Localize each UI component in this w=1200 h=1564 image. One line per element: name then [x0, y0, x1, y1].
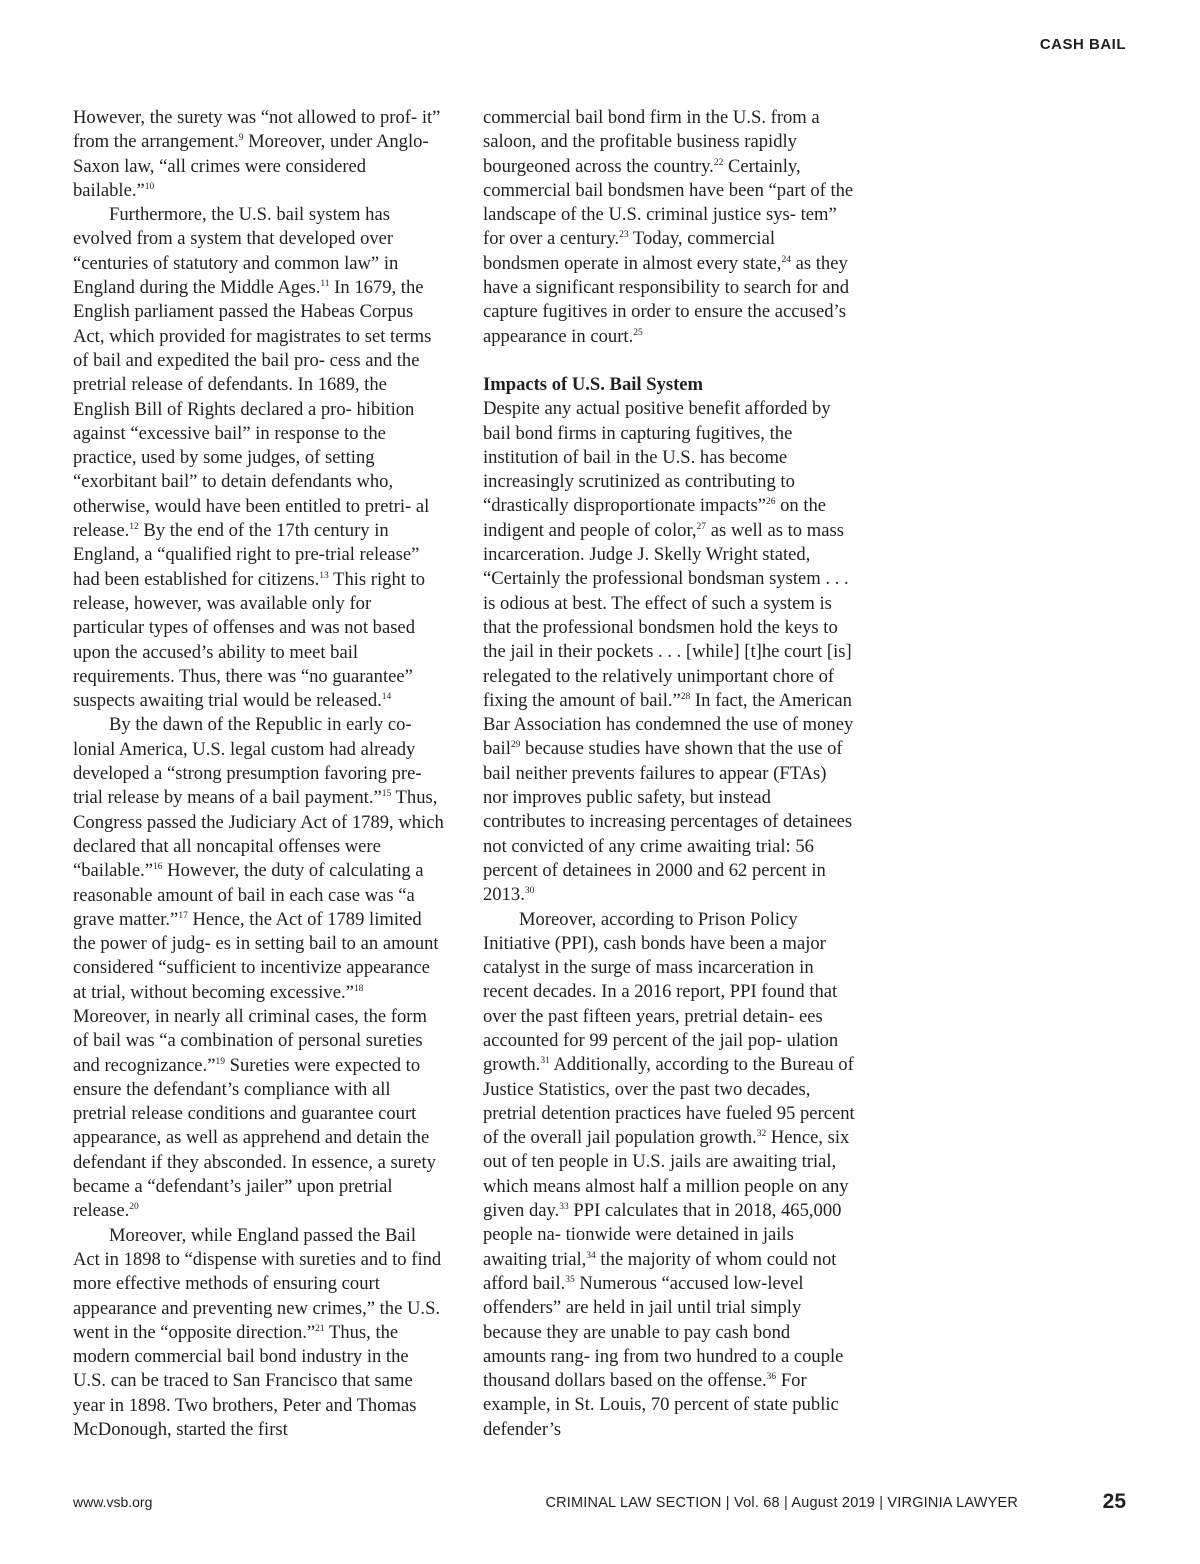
left-text-column — [73, 106, 445, 1442]
footnote-marker: 17 — [178, 910, 188, 921]
body-paragraph: Furthermore, the U.S. bail system has evolved from a system that developed over “centuries of statutory and common law” in England during the Middle Ages.$^{11}$ In 1679, the English parliament passed the Habeas Corpus Act, which provided for magistrates to set terms of bail and expedited the bail pro- cess and the pretrial release of defendants. In 1689, the English Bill of Rights declared a pro- hibition against “excessive bail” in response to the practice, used by some judges, of setting “exorbitant bail” to detain defendants who, otherwise, would have been entitled to pretri- al release.$^{12}$ By the end of the 17th century in England, a “qualified right to pre-trial release” had been established for citizens.$^{13}$ This right to release, however, was available only for particular types of offenses and was not based upon the accused’s ability to meet bail requirements. Thus, there was “no guarantee” suspects awaiting trial would be released.$^{14}$ — [73, 204, 432, 712]
footnote-marker: 35 — [565, 1274, 575, 1285]
footnote-marker: 28 — [680, 691, 691, 702]
body-paragraph: By the dawn of the Republic in early co- lonial America, U.S. legal custom had already developed a “strong presumption favoring pre-trial release by means of a bail payment.”$^{15}$ Thus, Congress passed the Judiciary Act of 1789, which declared that all noncapital offenses were “bailable.”$^{16}$ However, the duty of calculating a reasonable amount of bail in each case was “a grave matter.”$^{17}$ Hence, the Act of 1789 limited the power of judg- es in setting bail to an amount considered “sufficient to incentivize appearance at trial, without becoming excessive.”$^{18}$ Moreover, in nearly all criminal cases, the form of bail was “a combination of personal sureties and recognizance.”$^{19}$ Sureties were expected to ensure the defendant’s compliance with all pretrial release conditions and guarantee court appearance, as well as apprehend and detain the defendant if they absconded. In essence, a surety became a “defendant’s jailer” upon pretrial release.$^{20}$ — [73, 714, 444, 1222]
footnote-marker: 20 — [129, 1202, 139, 1213]
footnote-marker: 22 — [713, 157, 724, 168]
footer-publication-info: CRIMINAL LAW SECTION | Vol. 68 | August 2019 | VIRGINIA LAWYER — [545, 1495, 1018, 1511]
footnote-marker: 30 — [524, 886, 535, 897]
body-paragraph: Moreover, according to Prison Policy Initiative (PPI), cash bonds have been a major catalyst in the surge of mass incarceration in recent decades. In a 2016 report, PPI found that over the past fifteen years, pretrial detain- ees accounted for 99 percent of the jail pop- ulation growth.$^{31}$ Additionally, according to the Bureau of Justice Statistics, over the past two decades, pretrial detention practices have fueled 95 percent of the overall jail population growth.$^{32}$ Hence, six out of ten people in U.S. jails are awaiting trial, which means almost half a million people on any given day.$^{33}$ PPI calculates that in 2018, 465,000 people na- tionwide were detained in jails awaiting trial,$^{34}$ the majority of whom could not afford bail.$^{35}$ Numerous “accused low-level offenders” are held in jail until trial simply because they are unable to pay cash bond amounts rang- ing from two hundred to a couple thousand dollars based on the offense.$^{36}$ For example, in St. Louis, 70 percent of state public defender’s — [483, 908, 855, 1440]
footnote-marker: 33 — [559, 1202, 569, 1213]
body-paragraph: commercial bail bond firm in the U.S. from a saloon, and the profitable business rapidly bourgeoned across the country.$^{22}$ Certainly, commercial bail bondsmen have been “part of the landscape of the U.S. criminal justice sys- tem” for over a century.$^{23}$ Today, commercial bondsmen operate in almost every state,$^{24}$ as they have a significant responsibility to search for and capture fugitives in order to ensure the accused’s appearance in court.$^{25}$ — [483, 107, 854, 347]
body-paragraph: Despite any actual positive benefit afforded by bail bond firms in capturing fugitives, the institution of bail in the U.S. has become increasingly scrutinized as contributing to “drastically disproportionate impacts”$^{26}$ on the indigent and people of color,$^{27}$ as well as to mass incarceration. Judge J. Skelly Wright stated, “Certainly the professional bondsman system . . . is odious at best. The effect of such a system is that the professional bondsmen hold the keys to the jail in their pockets . . . [while] [t]he court [is] relegated to the relatively unimportant chore of fixing the amount of bail.”$^{28}$ In fact, the American Bar Association has condemned the use of money bail$^{29}$ because studies have shown that the use of bail neither prevents failures to appear (FTAs) nor improves public safety, but instead contributes to increasing percentages of detainees not convicted of any crime awaiting trial: 56 percent of detainees in 2000 and 62 percent in 2013.30 — [483, 398, 854, 906]
footnote-marker: 31 — [540, 1056, 550, 1067]
running-head-section-label: CASH BAIL — [1039, 36, 1126, 53]
footnote-marker: 16 — [153, 862, 163, 873]
footnote-marker: 12 — [129, 522, 139, 533]
right-text-column — [483, 106, 855, 1442]
footnote-marker: 29 — [510, 740, 521, 751]
footnote-marker: 25 — [633, 327, 643, 338]
body-paragraph: However, the surety was “not allowed to prof- it” from the arrangement.$^9$ Moreover, under Anglo-Saxon law, “all crimes were considered bailable.”$^{10}$ — [73, 107, 441, 201]
footnote-marker: 21 — [315, 1323, 325, 1334]
footnote-marker: 24 — [781, 254, 791, 265]
footnote-marker: 27 — [696, 521, 707, 532]
footnote-marker: 11 — [320, 279, 330, 290]
footnote-marker: 15 — [381, 789, 392, 800]
footnote-marker: 18 — [353, 983, 364, 994]
footnote-marker: 19 — [215, 1056, 225, 1067]
footnote-marker: 13 — [319, 570, 329, 581]
section-heading: Impacts of U.S. Bail System — [483, 373, 704, 395]
body-paragraph: Moreover, while England passed the Bail Act in 1898 to “dispense with sureties and to find more effective methods of ensuring court appearance and preventing new crimes,” the U.S. went in the “opposite direction.”$^{21}$ Thus, the modern commercial bail bond industry in the U.S. can be traced to San Francisco that same year in 1898. Two brothers, Peter and Thomas McDonough, started the first — [73, 1224, 442, 1441]
page-number: 25 — [1102, 1490, 1126, 1513]
footnote-marker: 14 — [381, 692, 392, 703]
footer-website-link[interactable]: www.vsb.org — [73, 1494, 153, 1510]
footnote-marker: 23 — [619, 230, 629, 241]
footnote-marker: 34 — [586, 1250, 596, 1261]
footnote-marker: 36 — [766, 1372, 777, 1383]
footnote-marker: 10 — [144, 181, 155, 192]
footnote-marker: 26 — [765, 497, 776, 508]
footnote-marker: 32 — [756, 1129, 767, 1140]
footnote-marker: 9 — [238, 133, 244, 144]
